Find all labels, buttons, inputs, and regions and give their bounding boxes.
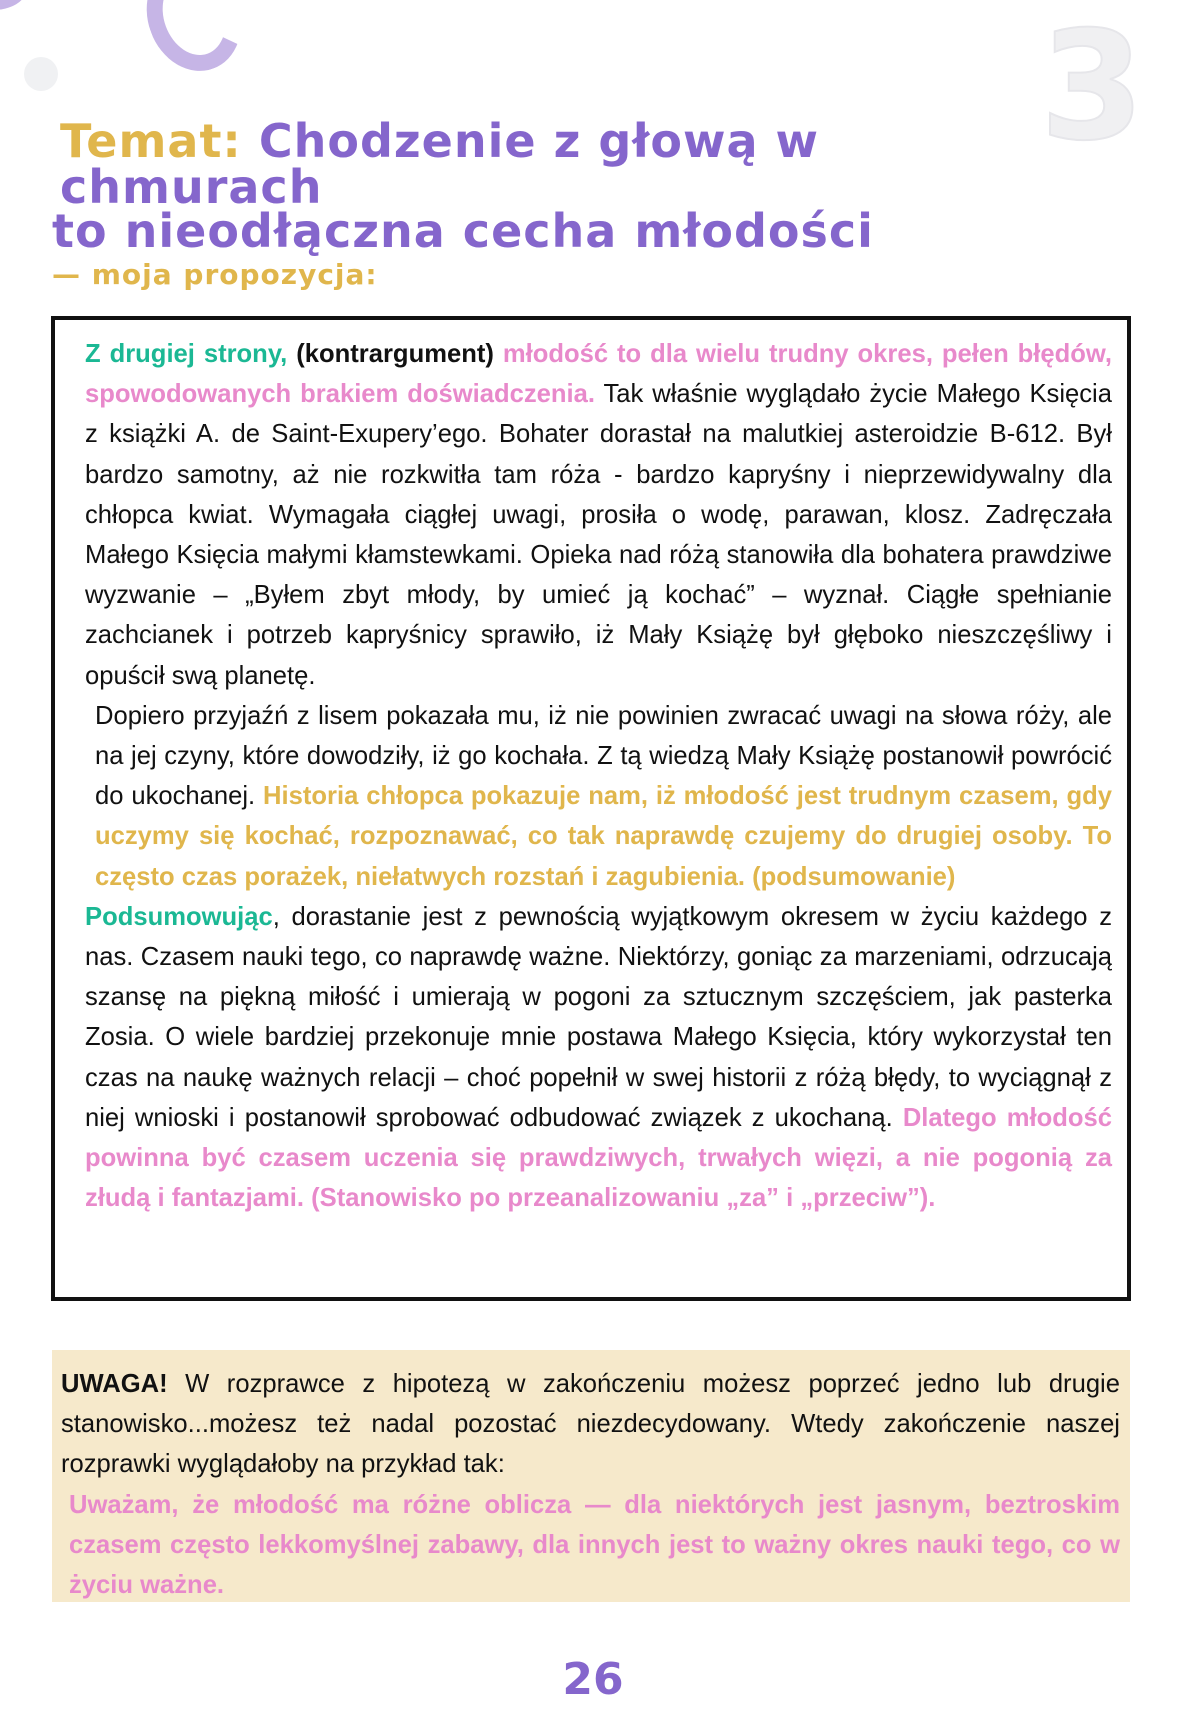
note-example [61,1485,1120,1606]
thesis-highlight: młodość to dla wielu trudny okres, pełen błędów, spowodowanych brakiem doświadczenia. [85,340,1112,409]
note-box [52,1350,1130,1602]
page-number: 26 [562,1654,624,1705]
annotation-label: (kontrargument) [296,340,494,368]
decorative-arc [132,0,257,84]
decorative-dot [24,57,58,91]
summary-highlight: Historia chłopca pokazuje nam, iż młodość jest trudnym czasem, gdy uczymy się kochać, rozpoznawać, co tak naprawdę czujemy do drugiej osoby. To często czas porażek, niełatwych rozstań i zagubienia. (podsumowanie) [95,782,1112,891]
page-heading [52,114,1072,292]
note-example-text: Uważam, że młodość ma różne oblicza — dla niektórych jest jasnym, beztroskim czasem często lekkomyślnej zabawy, dla innych jest to ważny okres nauki tego, co w życiu ważne. [69,1490,1120,1600]
note-warning-label: UWAGA! [61,1370,168,1398]
position-highlight: Dlatego młodość powinna być czasem uczenia się prawdziwych, trwałych więzi, a nie pogonią za złudą i fantazjami. (Stanowisko po przeanalizowaniu „za” i „przeciw”). [85,1103,1112,1213]
topic-subtitle: — moja propozycja: [52,258,378,291]
chapter-number-watermark: 3 [1040,0,1145,174]
essay-paragraph-conclusion [65,897,1112,1219]
paragraph-body: , dorastanie jest z pewnością wyjątkowym okresem w życiu każdego z nas. Czasem nauki tego, co naprawdę ważne. Niektórzy, goniąc za marzeniami, odrzucają szansę na piękną miłość i umierają w pogoni za sztucznym szczęściem, jak pasterka Zosia. O wiele bardziej przekonuje mnie postawa Małego Księcia, który wykorzystał ten czas na naukę ważnych relacji – choć popełnił w swej historii z różą błędy, to wyciągnął z niej wnioski i postanowił sprobować odbudować związek z ukochaną. [85,902,1112,1132]
decorative-blob [0,0,26,10]
transition-phrase: Z drugiej strony, [85,340,288,368]
topic-title-line-1: Chodzenie z głową w chmurach [60,114,820,214]
essay-box [51,316,1131,1301]
paragraph-body: Dopiero przyjaźń z lisem pokazała mu, iż nie powinien zwracać uwagi na słowa róży, ale na jej czyny, które dowodziły, iż go kochała. Z tą wiedzą Mały Książę postanowił powrócić do ukochanej. [95,701,1112,811]
note-paragraph [61,1364,1120,1485]
essay-paragraph-example [65,696,1112,897]
essay-paragraph-counterargument [65,334,1112,696]
paragraph-body: Tak właśnie wyglądało życie Małego Księcia z książki A. de Saint-Exupery’ego. Bohater dorastał na malutkiej asteroidzie B-612. Był bardzo samotny, aż nie rozkwitła tam róża - bardzo kapryśny i nieprzewidywalny dla chłopca kwiat. Wymagała ciągłej uwagi, prosiła o wodę, parawan, klosz. Zadręczała Małego Księcia małymi kłamstewkami. Opieka nad różą stanowiła dla bohatera prawdziwe wyzwanie – „Byłem zbyt młody, by umieć ją kochać” – wyznał. Ciągłe spełnianie zachcianek i potrzeb kapryśnicy sprawiło, iż Mały Książę był głęboko nieszczęśliwy i opuścił swą planetę. [85,380,1112,690]
topic-title-line-2: to nieodłączna cecha młodości [52,204,874,258]
heading-line-1 [52,114,1072,214]
topic-label: Temat: [60,114,242,168]
transition-phrase: Podsumowując [85,902,273,931]
note-body: W rozprawce z hipotezą w zakończeniu możesz poprzeć jedno lub drugie stanowisko...możesz też nadal pozostać niezdecydowany. Wtedy zakończenie naszej rozprawki wyglądałoby na przykład tak: [61,1370,1120,1479]
